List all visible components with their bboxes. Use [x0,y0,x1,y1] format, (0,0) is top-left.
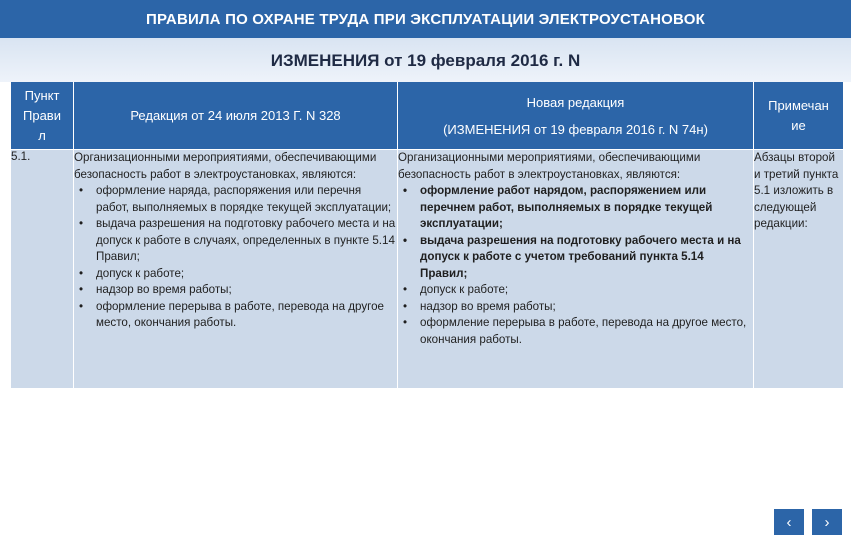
list-item: • надзор во время работы; [74,282,397,299]
subtitle-line-1: ИЗМЕНЕНИЯ от 19 февраля 2016 г. N [270,51,581,70]
table-row [11,150,844,389]
subtitle-band [0,38,851,82]
list-item: • допуск к работе; [398,282,753,299]
row-number: 5.1. [11,150,74,389]
chevron-left-icon: ‹ [786,513,792,531]
header-note [754,82,844,150]
new-intro: Организационными мероприятиями, обеспечивающими безопасность работ в электроустановках, являются: [398,151,701,181]
header-punkt [11,82,74,150]
chevron-right-icon: › [824,513,830,531]
header-old-edition [74,82,398,150]
page-header [0,0,851,38]
old-intro: Организационными мероприятиями, обеспечивающими безопасность работ в электроустановках, являются: [74,151,377,181]
page-title: ПРАВИЛА ПО ОХРАНЕ ТРУДА ПРИ ЭКСПЛУАТАЦИИ ЭЛЕКТРОУСТАНОВОК [146,10,705,28]
new-edition-cell [398,150,754,389]
header-new-edition-title: Новая редакция [526,94,625,110]
list-item: • оформление перерыва в работе, перевода на другое место, окончания работы. [398,315,753,348]
header-new-edition-subtitle: (ИЗМЕНЕНИЯ от 19 февраля 2016 г. N 74н) [443,121,708,137]
list-item: • допуск к работе; [74,266,397,283]
header-note-line: Примечан [768,97,829,113]
list-item: • оформление наряда, распоряжения или перечня работ, выполняемых в порядке текущей эксплуатации; [74,183,397,216]
header-punkt-line: Пункт [24,87,60,103]
table-header-row [11,82,844,150]
note-cell: Абзацы второй и третий пункта 5.1 изложить в следующей редакции: [754,150,844,389]
list-item: • оформление перерыва в работе, перевода на другое место, окончания работы. [74,299,397,332]
new-items-list [398,183,753,348]
header-punkt-line: л [38,127,46,143]
old-edition-cell [74,150,398,389]
header-new-edition [398,82,754,150]
header-punkt-line: Прави [23,107,61,123]
list-item: • оформление работ нарядом, распоряжением или перечнем работ, выполняемых в порядке текущей эксплуатации; [398,183,753,233]
list-item: • выдача разрешения на подготовку рабочего места и на допуск к работе в случаях, определенных в пункте 5.14 Правил; [74,216,397,266]
next-slide-button[interactable] [812,509,842,535]
comparison-table [11,82,844,389]
old-items-list [74,183,397,332]
list-item: • выдача разрешения на подготовку рабочего места и на допуск к работе с учетом требований пункта 5.14 Правил; [398,233,753,283]
header-note-line: ие [791,117,806,133]
header-old-edition-label: Редакция от 24 июля 2013 Г. N 328 [130,108,341,123]
prev-slide-button[interactable] [774,509,804,535]
list-item: • надзор во время работы; [398,299,753,316]
